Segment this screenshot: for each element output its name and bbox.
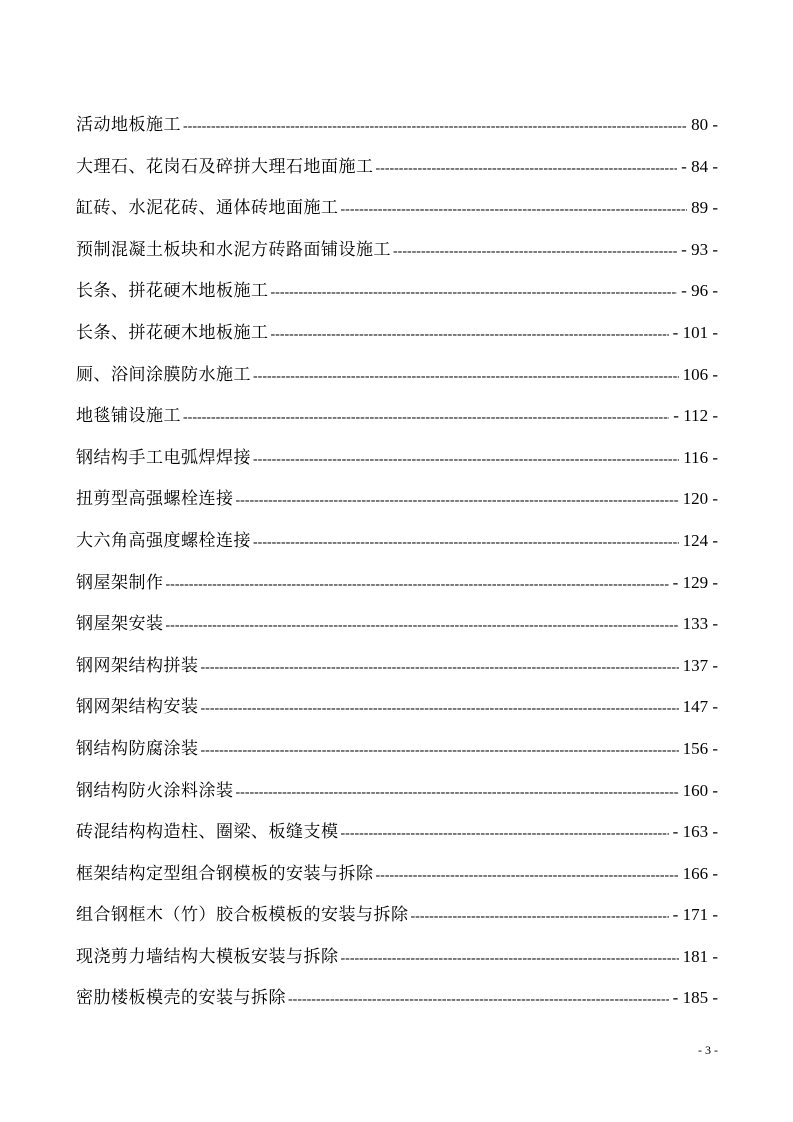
- toc-entry-title: 钢结构防腐涂装: [76, 738, 199, 759]
- toc-dot-leader: [253, 439, 679, 481]
- page-number: - 3 -: [698, 1043, 718, 1057]
- toc-entry-page: 137 -: [682, 655, 718, 675]
- toc-entry-title: 钢结构防火涂料涂装: [76, 780, 234, 801]
- toc-entry[interactable]: [76, 104, 718, 146]
- toc-entry-page: 156 -: [682, 738, 718, 758]
- toc-entry-page: 116 -: [683, 447, 718, 467]
- toc-dot-leader: [183, 397, 669, 439]
- toc-entry-title: 大六角高强度螺栓连接: [76, 530, 251, 551]
- toc-entry-title: 扭剪型高强螺栓连接: [76, 489, 234, 510]
- toc-entry-title: 钢结构手工电弧焊焊接: [76, 447, 251, 468]
- toc-entry[interactable]: [76, 520, 718, 562]
- toc-entry-page: - 96 -: [681, 281, 718, 301]
- toc-entry-title: 厕、浴间涂膜防水施工: [76, 364, 251, 385]
- toc-dot-leader: [253, 356, 679, 398]
- toc-entry-page: 160 -: [682, 780, 718, 800]
- toc-entry-page: 80 -: [691, 115, 718, 134]
- toc-entry-title: 钢屋架安装: [76, 614, 164, 635]
- toc-dot-leader: [201, 647, 679, 689]
- toc-dot-leader: [341, 189, 688, 231]
- table-of-contents: [76, 104, 718, 1019]
- toc-entry-title: 框架结构定型组合钢模板的安装与拆除: [76, 863, 374, 884]
- toc-dot-leader: [376, 148, 678, 190]
- toc-dot-leader: [376, 855, 679, 897]
- toc-entry-title: 密肋楼板模壳的安装与拆除: [76, 988, 286, 1009]
- toc-entry-page: - 129 -: [672, 572, 718, 592]
- toc-entry[interactable]: [76, 977, 718, 1019]
- toc-entry[interactable]: [76, 395, 718, 437]
- toc-entry[interactable]: [76, 811, 718, 853]
- toc-entry-title: 活动地板施工: [76, 115, 181, 135]
- toc-entry[interactable]: [76, 270, 718, 312]
- toc-entry-title: 地毯铺设施工: [76, 406, 181, 427]
- toc-dot-leader: [166, 605, 679, 647]
- toc-entry-page: 89 -: [691, 198, 718, 218]
- toc-entry-page: - 185 -: [672, 988, 718, 1008]
- toc-entry[interactable]: [76, 146, 718, 188]
- toc-dot-leader: [341, 813, 669, 855]
- toc-entry-page: 106 -: [682, 364, 718, 384]
- toc-dot-leader: [271, 272, 678, 314]
- toc-entry[interactable]: [76, 312, 718, 354]
- toc-dot-leader: [166, 564, 669, 606]
- toc-entry[interactable]: [76, 229, 718, 271]
- toc-entry-page: 124 -: [682, 530, 718, 550]
- toc-entry[interactable]: [76, 354, 718, 396]
- toc-entry-title: 钢网架结构安装: [76, 697, 199, 718]
- toc-dot-leader: [393, 231, 677, 273]
- toc-entry-page: 147 -: [682, 697, 718, 717]
- toc-entry-title: 组合钢框木（竹）胶合板模板的安装与拆除: [76, 905, 409, 926]
- toc-entry-title: 砖混结构构造柱、圈梁、板缝支模: [76, 822, 339, 843]
- toc-entry[interactable]: [76, 562, 718, 604]
- toc-entry-page: - 93 -: [681, 239, 718, 259]
- toc-entry[interactable]: [76, 437, 718, 479]
- toc-entry-title: 大理石、花岗石及碎拼大理石地面施工: [76, 156, 374, 177]
- toc-entry-title: 钢网架结构拼装: [76, 655, 199, 676]
- toc-entry-title: 预制混凝土板块和水泥方砖路面铺设施工: [76, 239, 391, 260]
- toc-dot-leader: [236, 772, 679, 814]
- toc-entry-title: 长条、拼花硬木地板施工: [76, 322, 269, 343]
- toc-entry-title: 长条、拼花硬木地板施工: [76, 281, 269, 302]
- toc-entry-page: 120 -: [682, 489, 718, 509]
- toc-entry-page: - 171 -: [672, 905, 718, 925]
- toc-entry[interactable]: [76, 603, 718, 645]
- toc-dot-leader: [201, 688, 679, 730]
- toc-entry[interactable]: [76, 728, 718, 770]
- toc-entry[interactable]: [76, 853, 718, 895]
- toc-entry-page: - 84 -: [681, 156, 718, 176]
- toc-entry[interactable]: [76, 894, 718, 936]
- toc-entry[interactable]: [76, 645, 718, 687]
- toc-entry-title: 缸砖、水泥花砖、通体砖地面施工: [76, 198, 339, 219]
- toc-entry-page: 133 -: [682, 614, 718, 634]
- toc-dot-leader: [183, 106, 687, 148]
- toc-dot-leader: [411, 896, 669, 938]
- toc-entry-title: 现浇剪力墙结构大模板安装与拆除: [76, 946, 339, 967]
- toc-entry-title: 钢屋架制作: [76, 572, 164, 593]
- toc-dot-leader: [253, 522, 679, 564]
- toc-entry[interactable]: [76, 478, 718, 520]
- toc-entry[interactable]: [76, 187, 718, 229]
- toc-entry-page: 181 -: [682, 946, 718, 966]
- toc-entry[interactable]: [76, 686, 718, 728]
- toc-dot-leader: [201, 730, 679, 772]
- toc-entry[interactable]: [76, 936, 718, 978]
- toc-entry-page: - 112 -: [673, 406, 718, 426]
- toc-dot-leader: [236, 480, 679, 522]
- toc-dot-leader: [271, 314, 669, 356]
- toc-entry[interactable]: [76, 770, 718, 812]
- toc-entry-page: - 101 -: [672, 322, 718, 342]
- toc-entry-page: - 163 -: [672, 822, 718, 842]
- toc-dot-leader: [288, 979, 669, 1021]
- toc-entry-page: 166 -: [682, 863, 718, 883]
- toc-dot-leader: [341, 938, 679, 980]
